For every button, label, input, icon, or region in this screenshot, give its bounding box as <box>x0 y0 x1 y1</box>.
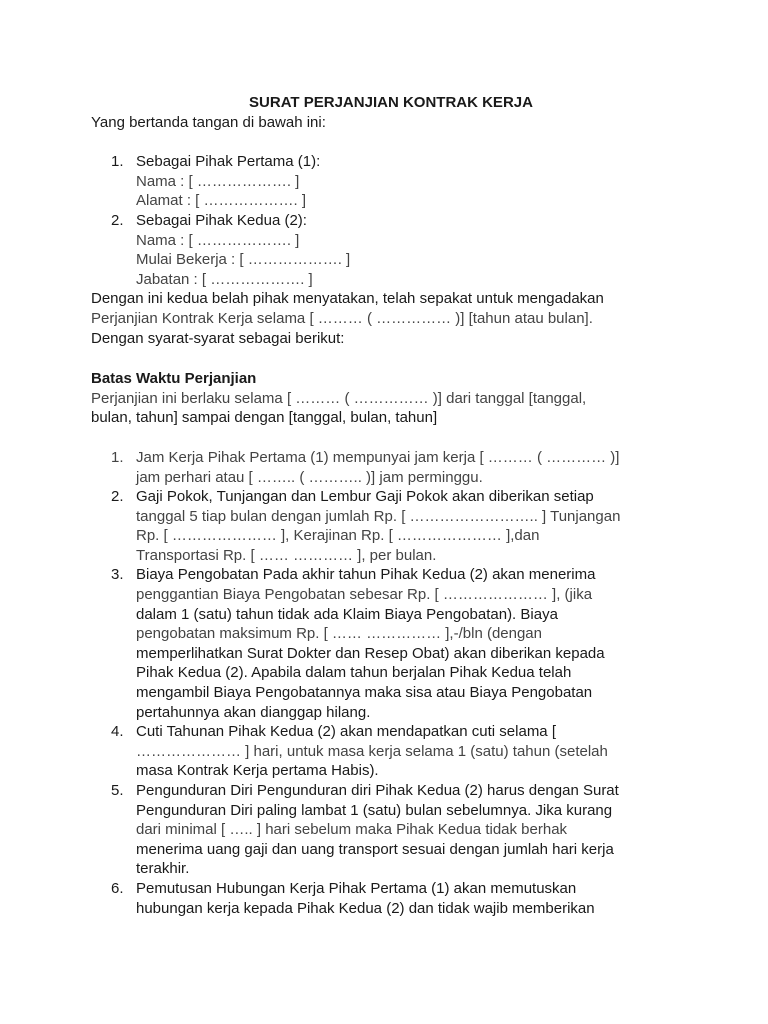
party-item-1 <box>91 152 681 172</box>
term-line: Pengunduran Diri paling lambat 1 (satu) bulan sebelumnya. Jika kurang <box>136 801 613 819</box>
term-line: penggantian Biaya Pengobatan sebesar Rp. [ ………………… ], (jika <box>136 586 593 604</box>
list-number: 5. <box>111 782 124 799</box>
term-line: Pengunduran Diri Pengunduran diri Pihak Kedua (2) harus dengan Surat <box>136 782 619 799</box>
term-line: memperlihatkan Surat Dokter dan Resep Obat) akan diberikan kepada <box>136 644 605 662</box>
term-line: mengambil Biaya Pengobatannya maka sisa atau Biaya Pengobatan <box>136 684 593 702</box>
section-text-line: Perjanjian ini berlaku selama [ ……… ( …………… )] dari tanggal [tanggal, <box>91 389 587 407</box>
statement-line: Dengan ini kedua belah pihak menyatakan, telah sepakat untuk mengadakan <box>91 290 604 308</box>
term-line: tanggal 5 tiap bulan dengan jumlah Rp. [ …………………….. ] Tunjangan <box>136 507 621 525</box>
term-line: Cuti Tahunan Pihak Kedua (2) akan mendapatkan cuti selama [ <box>136 723 556 741</box>
term-line: pertahunnya akan dianggap hilang. <box>136 703 371 721</box>
term-item-4 <box>91 722 681 742</box>
section-heading: Batas Waktu Perjanjian <box>91 370 257 388</box>
section-text-line: bulan, tahun] sampai dengan [tanggal, bulan, tahun] <box>91 409 438 427</box>
term-line: Jam Kerja Pihak Pertama (1) mempunyai jam kerja [ ……… ( ………… )] <box>136 448 620 466</box>
list-number: 1. <box>111 448 124 466</box>
term-line: pengobatan maksimum Rp. [ …… …………… ],-/bln (dengan <box>136 625 542 643</box>
term-item-3 <box>91 565 681 585</box>
statement-line: Dengan syarat-syarat sebagai berikut: <box>91 329 345 347</box>
term-line: dari minimal [ ….. ] hari sebelum maka Pihak Kedua tidak berhak <box>136 821 568 839</box>
term-line: masa Kontrak Kerja pertama Habis). <box>136 762 379 780</box>
contract-document <box>91 93 681 918</box>
term-line: Pihak Kedua (2). Apabila dalam tahun berjalan Pihak Kedua telah <box>136 664 572 682</box>
term-line: Gaji Pokok, Tunjangan dan Lembur Gaji Pokok akan diberikan setiap <box>136 488 594 506</box>
list-number: 4. <box>111 723 124 741</box>
terms-list <box>91 448 681 918</box>
term-item-2 <box>91 487 681 507</box>
list-number: 3. <box>111 566 124 584</box>
party-label: Sebagai Pihak Kedua (2): <box>136 211 307 229</box>
term-item-1 <box>91 448 681 468</box>
term-line: jam perhari atau [ …….. ( ……….. )] jam perminggu. <box>136 468 483 486</box>
term-line: menerima uang gaji dan uang transport sesuai dengan jumlah hari kerja <box>136 840 614 858</box>
statement-line: Perjanjian Kontrak Kerja selama [ ……… ( …………… )] [tahun atau bulan]. <box>91 309 593 327</box>
list-number: 6. <box>111 879 124 897</box>
party-label: Sebagai Pihak Pertama (1): <box>136 153 321 171</box>
intro-text: Yang bertanda tangan di bawah ini: <box>91 113 326 131</box>
list-number: 1. <box>111 153 124 171</box>
term-line: Transportasi Rp. [ …… ………… ], per bulan. <box>136 546 437 564</box>
party-field: Jabatan : [ ………………. ] <box>136 270 313 288</box>
party-item-2 <box>91 211 681 231</box>
term-line: Biaya Pengobatan Pada akhir tahun Pihak Kedua (2) akan menerima <box>136 566 596 584</box>
parties-list <box>91 152 681 289</box>
party-field: Nama : [ ………………. ] <box>136 172 300 190</box>
party-field: Alamat : [ ………………. ] <box>136 192 307 210</box>
term-item-5 <box>91 781 681 801</box>
list-number: 2. <box>111 488 124 506</box>
term-line: terakhir. <box>136 860 190 878</box>
term-line: ………………… ] hari, untuk masa kerja selama 1 (satu) tahun (setelah <box>136 742 608 760</box>
term-line: Rp. [ ………………… ], Kerajinan Rp. [ ………………… ],dan <box>136 527 540 545</box>
term-line: dalam 1 (satu) tahun tidak ada Klaim Biaya Pengobatan). Biaya <box>136 605 558 623</box>
document-title: SURAT PERJANJIAN KONTRAK KERJA <box>249 94 533 111</box>
term-line: hubungan kerja kepada Pihak Kedua (2) dan tidak wajib memberikan <box>136 899 595 917</box>
party-field: Nama : [ ………………. ] <box>136 231 300 249</box>
list-number: 2. <box>111 211 124 229</box>
term-line: Pemutusan Hubungan Kerja Pihak Pertama (1) akan memutuskan <box>136 879 577 897</box>
party-field: Mulai Bekerja : [ ………………. ] <box>136 251 351 269</box>
term-item-6 <box>91 879 681 899</box>
